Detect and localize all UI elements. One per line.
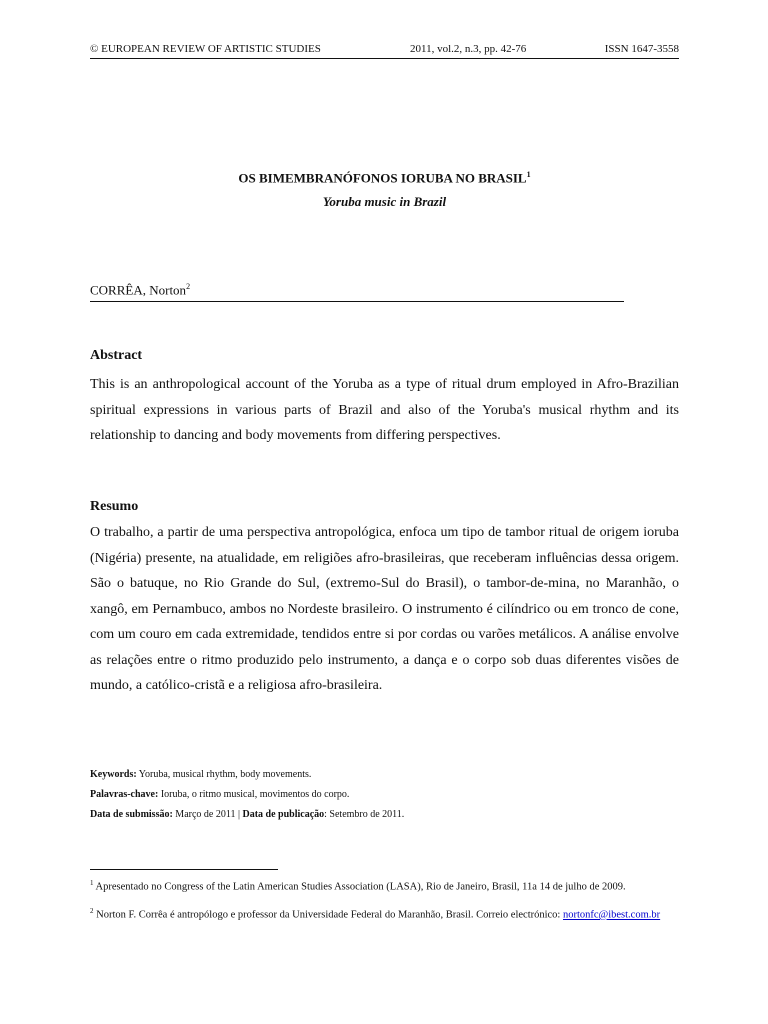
keywords-value: Yoruba, musical rhythm, body movements. — [136, 769, 312, 780]
footnote-2-text: Norton F. Corrêa é antropólogo e professor da Universidade Federal do Maranhão, Brasil. Correio electrónico: — [93, 909, 563, 921]
footnote-2-mark: 2 — [90, 907, 94, 915]
publication-value: : Setembro de 2011. — [324, 809, 405, 820]
palavras-chave-label: Palavras-chave: — [90, 789, 159, 800]
paper-title-text: OS BIMEMBRANÓFONOS IORUBA NO BRASIL — [238, 170, 527, 186]
paper-subtitle: Yoruba music in Brazil — [322, 194, 447, 210]
resumo-text: O trabalho, a partir de uma perspectiva antropológica, enfoca um tipo de tambor ritual de origem ioruba (Nigéria) presente, na atualidade, em religiões afro-brasileiras, que receberam influências dessa origem. São o batuque, no Rio Grande do Sul, (extremo-Sul do Brasil), o tambor-de-mina, no Maranhão, o xangô, em Pernambuco, ambos no Nordeste brasileiro. O instrumento é cilíndrico ou em tronco de cone, com um couro em cada extremidade, tendidos entre si por cordas ou varões metálicos. A análise envolve as relações entre o ritmo produzido pelo instrumento, a dança e o corpo sob duas diferentes visões de mundo, a católico-cristã e a religiosa afro-brasileira. — [90, 525, 679, 693]
keywords-line — [90, 768, 679, 782]
submission-label: Data de submissão: — [90, 809, 173, 820]
abstract-text: This is an anthropological account of the Yoruba as a type of ritual drum employed in Afro-Brazilian spiritual expressions in various parts of Brazil and also of the Yoruba's musical rhythm and its relationship to dancing and body movements from differing perspectives. — [90, 377, 679, 443]
palavras-chave-value: Ioruba, o ritmo musical, movimentos do corpo. — [158, 789, 350, 800]
volume-info: 2011, vol.2, n.3, pp. 42-76 — [410, 43, 527, 55]
palavras-chave-line — [90, 788, 679, 802]
footnote-separator — [90, 869, 278, 870]
footnote-1 — [90, 877, 679, 894]
author-email-link[interactable]: nortonfc@ibest.com.br — [562, 909, 661, 921]
running-header — [90, 42, 679, 59]
resumo-heading: Resumo — [90, 499, 139, 514]
author-line — [90, 278, 624, 302]
footnote-2 — [90, 905, 679, 922]
dates-line — [90, 808, 679, 822]
footnote-1-text: Apresentado no Congress of the Latin American Studies Association (LASA), Rio de Janeiro, Brasil, 11a 14 de julho de 2009. — [93, 881, 626, 893]
issn: ISSN 1647-3558 — [604, 43, 679, 55]
abstract-heading: Abstract — [90, 348, 143, 363]
title-block — [90, 166, 679, 211]
footnote-1-mark: 1 — [90, 879, 94, 887]
author-name: CORRÊA, Norton — [90, 282, 187, 298]
paper-title — [90, 166, 679, 187]
keywords-label: Keywords: — [90, 769, 137, 780]
author-footnote-mark[interactable]: 2 — [186, 282, 191, 291]
title-footnote-mark[interactable]: 1 — [526, 170, 531, 179]
publication-label: Data de publicação — [242, 809, 325, 820]
journal-name: © EUROPEAN REVIEW OF ARTISTIC STUDIES — [90, 43, 321, 55]
submission-value: Março de 2011 | — [172, 809, 243, 820]
